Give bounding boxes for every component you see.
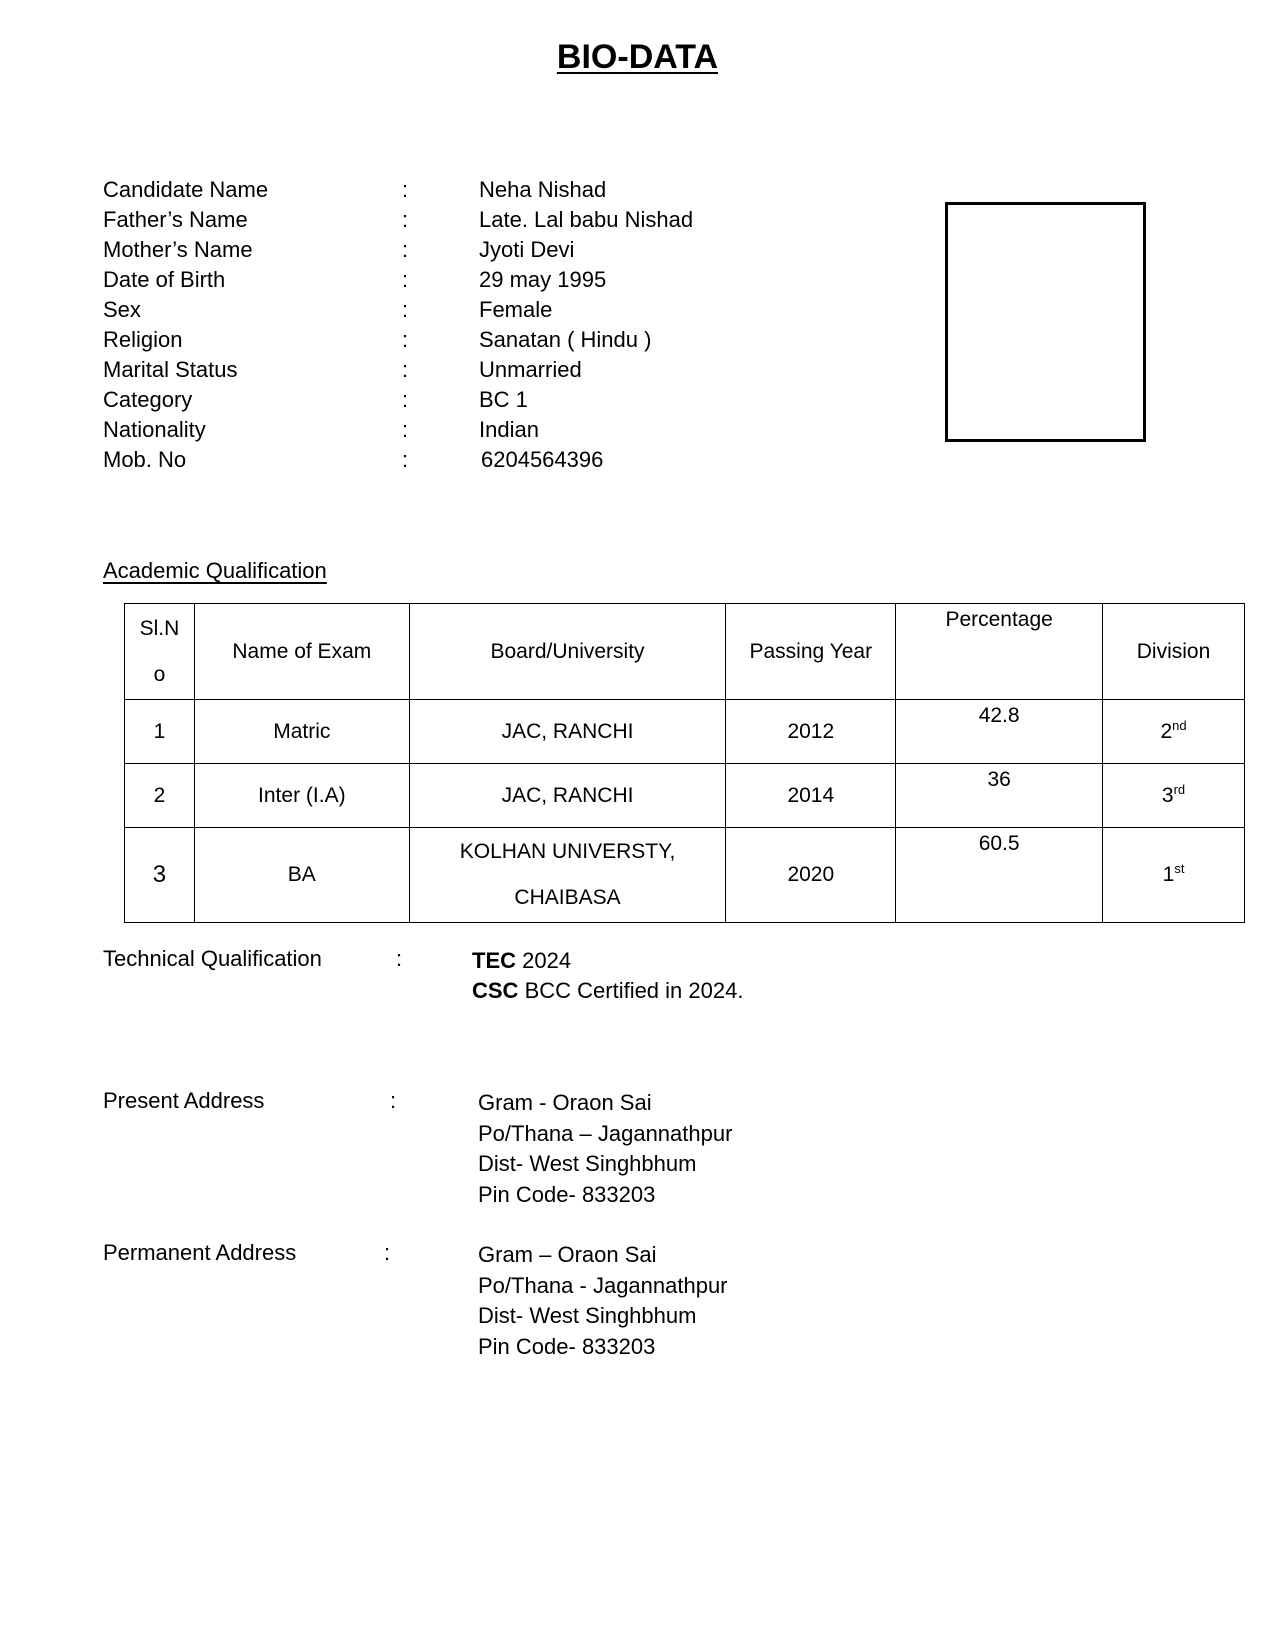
detail-value: 6204564396 [481, 447, 604, 472]
detail-label: Date of Birth [103, 267, 226, 292]
detail-value: 29 may 1995 [479, 267, 607, 292]
cell-sl: 3 [125, 828, 195, 923]
detail-row [0, 267, 900, 297]
header-percentage: Percentage [896, 604, 1103, 700]
detail-value: BC 1 [479, 387, 528, 412]
header-sl-no: Sl.N o [125, 604, 195, 700]
table-row [125, 764, 1245, 828]
present-address-label: Present Address [103, 1088, 265, 1113]
table-row [125, 828, 1245, 923]
detail-value: Neha Nishad [479, 177, 607, 202]
detail-row [0, 297, 900, 327]
detail-label: Religion [103, 327, 183, 352]
cell-percentage: 60.5 [896, 828, 1103, 923]
technical-item: TEC 2024 [472, 948, 572, 973]
header-board: Board/University [409, 604, 726, 700]
detail-label: Father’s Name [103, 207, 248, 232]
cell-division: 2nd [1103, 700, 1245, 764]
detail-row [0, 177, 900, 207]
present-address-colon: : [390, 1088, 397, 1113]
detail-row [0, 327, 900, 357]
technical-label: Technical Qualification [103, 946, 322, 971]
header-division: Division [1103, 604, 1245, 700]
detail-label: Mother’s Name [103, 237, 253, 262]
detail-row [0, 207, 900, 237]
detail-colon: : [402, 267, 409, 292]
cell-percentage: 42.8 [896, 700, 1103, 764]
permanent-address-label: Permanent Address [103, 1240, 297, 1265]
detail-colon: : [402, 387, 409, 412]
detail-row [0, 357, 900, 387]
detail-colon: : [402, 357, 409, 382]
cell-board: JAC, RANCHI [409, 700, 726, 764]
detail-label: Candidate Name [103, 177, 269, 202]
detail-value: Sanatan ( Hindu ) [479, 327, 652, 352]
detail-colon: : [402, 207, 409, 232]
detail-value: Late. Lal babu Nishad [479, 207, 694, 232]
detail-row [0, 417, 900, 447]
detail-label: Category [103, 387, 193, 412]
cell-year: 2014 [726, 764, 896, 828]
academic-table [124, 603, 1245, 923]
cell-year: 2020 [726, 828, 896, 923]
address-line: Po/Thana – Jagannathpur [478, 1120, 733, 1146]
address-line: Pin Code- 833203 [478, 1333, 656, 1359]
detail-label: Sex [103, 297, 141, 322]
detail-value: Female [479, 297, 553, 322]
address-line: Pin Code- 833203 [478, 1181, 656, 1207]
address-line: Dist- West Singhbhum [478, 1151, 697, 1176]
detail-value: Indian [479, 417, 539, 442]
cell-year: 2012 [726, 700, 896, 764]
cell-board: KOLHAN UNIVERSTY, CHAIBASA [409, 828, 726, 923]
detail-label: Marital Status [103, 357, 238, 382]
cell-division: 3rd [1103, 764, 1245, 828]
detail-row [0, 447, 900, 477]
detail-colon: : [402, 237, 409, 262]
header-exam: Name of Exam [194, 604, 409, 700]
detail-value: Unmarried [479, 357, 582, 382]
cell-sl: 2 [125, 764, 195, 828]
cell-exam: Inter (I.A) [194, 764, 409, 828]
address-line: Dist- West Singhbhum [478, 1303, 697, 1328]
address-line: Po/Thana - Jagannathpur [478, 1272, 728, 1298]
cell-exam: Matric [194, 700, 409, 764]
page-title: BIO-DATA [556, 38, 719, 76]
detail-colon: : [402, 447, 409, 472]
academic-section-title: Academic Qualification [103, 558, 327, 583]
detail-colon: : [402, 297, 409, 322]
detail-label: Mob. No [103, 447, 187, 472]
detail-row [0, 387, 900, 417]
detail-row [0, 237, 900, 267]
detail-colon: : [402, 327, 409, 352]
permanent-address-colon: : [384, 1240, 391, 1265]
address-line: Gram - Oraon Sai [478, 1090, 652, 1115]
detail-value: Jyoti Devi [479, 237, 575, 262]
photo-box [945, 202, 1146, 442]
header-year: Passing Year [726, 604, 896, 700]
technical-list [472, 946, 743, 1006]
cell-percentage: 36 [896, 764, 1103, 828]
present-address-lines [478, 1088, 732, 1210]
detail-colon: : [402, 417, 409, 442]
detail-label: Nationality [103, 417, 206, 442]
table-row [125, 700, 1245, 764]
cell-division: 1st [1103, 828, 1245, 923]
cell-exam: BA [194, 828, 409, 923]
technical-item: CSC BCC Certified in 2024. [472, 978, 744, 1003]
cell-sl: 1 [125, 700, 195, 764]
table-header-row [125, 604, 1245, 700]
address-line: Gram – Oraon Sai [478, 1242, 657, 1267]
detail-colon: : [402, 177, 409, 202]
cell-board: JAC, RANCHI [409, 764, 726, 828]
permanent-address-lines [478, 1240, 728, 1362]
technical-colon: : [396, 946, 403, 971]
